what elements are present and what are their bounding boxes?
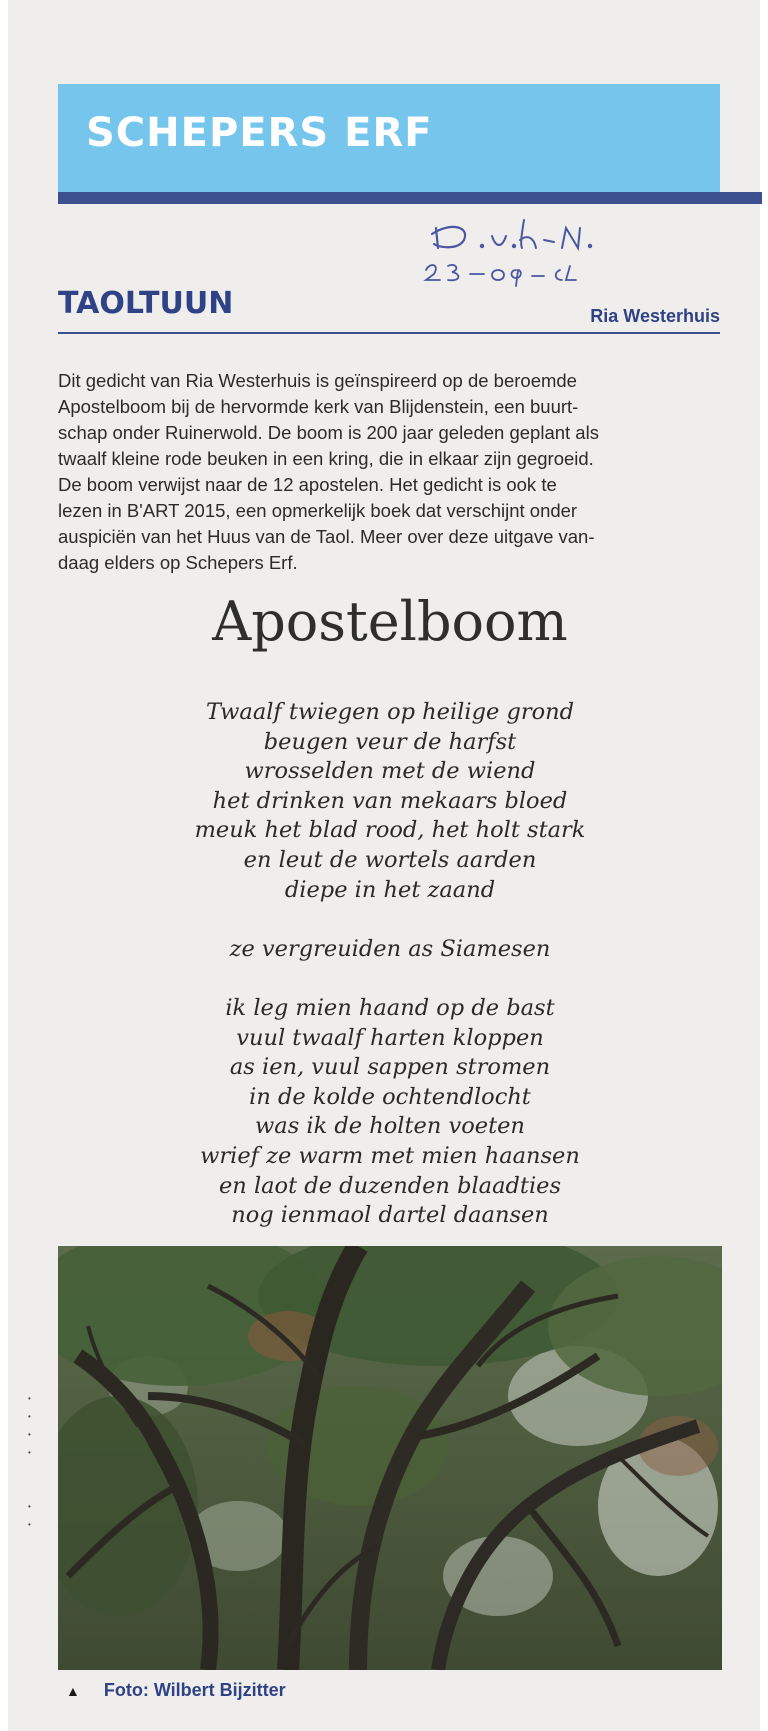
section-rule <box>58 332 720 334</box>
banner-title: SCHEPERS ERF <box>86 110 433 156</box>
section-title: TAOLTUUN <box>58 286 234 321</box>
intro-line: Dit gedicht van Ria Westerhuis is geïnspireerd op de beroemde <box>58 370 577 391</box>
triangle-icon: ▲ <box>66 1683 80 1699</box>
poem-title: Apostelboom <box>212 590 568 653</box>
tree-photo-image <box>58 1246 722 1670</box>
poem-line: en leut de wortels aarden <box>243 846 537 873</box>
intro-paragraph <box>58 368 722 576</box>
intro-line: auspiciën van het Huus van de Taol. Meer over deze uitgave van- <box>58 526 595 547</box>
poem-line: Twaalf twiegen op heilige grond <box>205 699 575 725</box>
handwritten-note-image <box>420 214 660 294</box>
author-byline: Ria Westerhuis <box>590 306 720 326</box>
poem-line: meuk het blad rood, het holt stark <box>194 817 586 844</box>
intro-line: twaalf kleine rode beuken in een kring, die in elkaar zijn gegroeid. <box>58 448 594 469</box>
poem-line: beugen veur de harfst <box>263 728 517 755</box>
banner-rule <box>58 192 762 204</box>
poem-line: vuul twaalf harten kloppen <box>236 1024 544 1051</box>
intro-line: Apostelboom bij de hervormde kerk van Blijdenstein, een buurt- <box>58 396 579 417</box>
poem-line: ze vergreuiden as Siamesen <box>229 935 551 962</box>
poem-line: was ik de holten voeten <box>255 1113 525 1140</box>
margin-dots: • • • • • • <box>28 1394 31 1529</box>
poem-line: wrief ze warm met mien haansen <box>200 1142 580 1169</box>
poem-line: diepe in het zaand <box>284 876 496 903</box>
intro-line: daag elders op Schepers Erf. <box>58 552 298 573</box>
poem-line: as ien, vuul sappen stromen <box>229 1054 551 1081</box>
photo-credit: Foto: Wilbert Bijzitter <box>103 1680 286 1700</box>
poem-line: ik leg mien haand op de bast <box>225 994 555 1021</box>
handwritten-note <box>420 214 660 294</box>
poem-line: wrosselden met de wiend <box>244 758 536 785</box>
poem-line: in de kolde ochtendlocht <box>249 1083 531 1110</box>
poem-line: en laot de duzenden blaadties <box>218 1172 562 1199</box>
photo-caption <box>66 1680 286 1701</box>
stanza-gap <box>58 964 722 994</box>
intro-line: lezen in B'ART 2015, een opmerkelijk boek dat verschijnt onder <box>58 500 578 521</box>
stanza-gap <box>58 905 722 935</box>
intro-line: De boom verwijst naar de 12 apostelen. Het gedicht is ook te <box>58 474 557 495</box>
poem-line: nog ienmaol dartel daansen <box>231 1202 549 1229</box>
poem-line: het drinken van mekaars bloed <box>212 787 568 814</box>
tree-photo <box>58 1246 722 1670</box>
intro-line: schap onder Ruinerwold. De boom is 200 jaar geleden geplant als <box>58 422 599 443</box>
poem-body <box>58 698 722 1231</box>
